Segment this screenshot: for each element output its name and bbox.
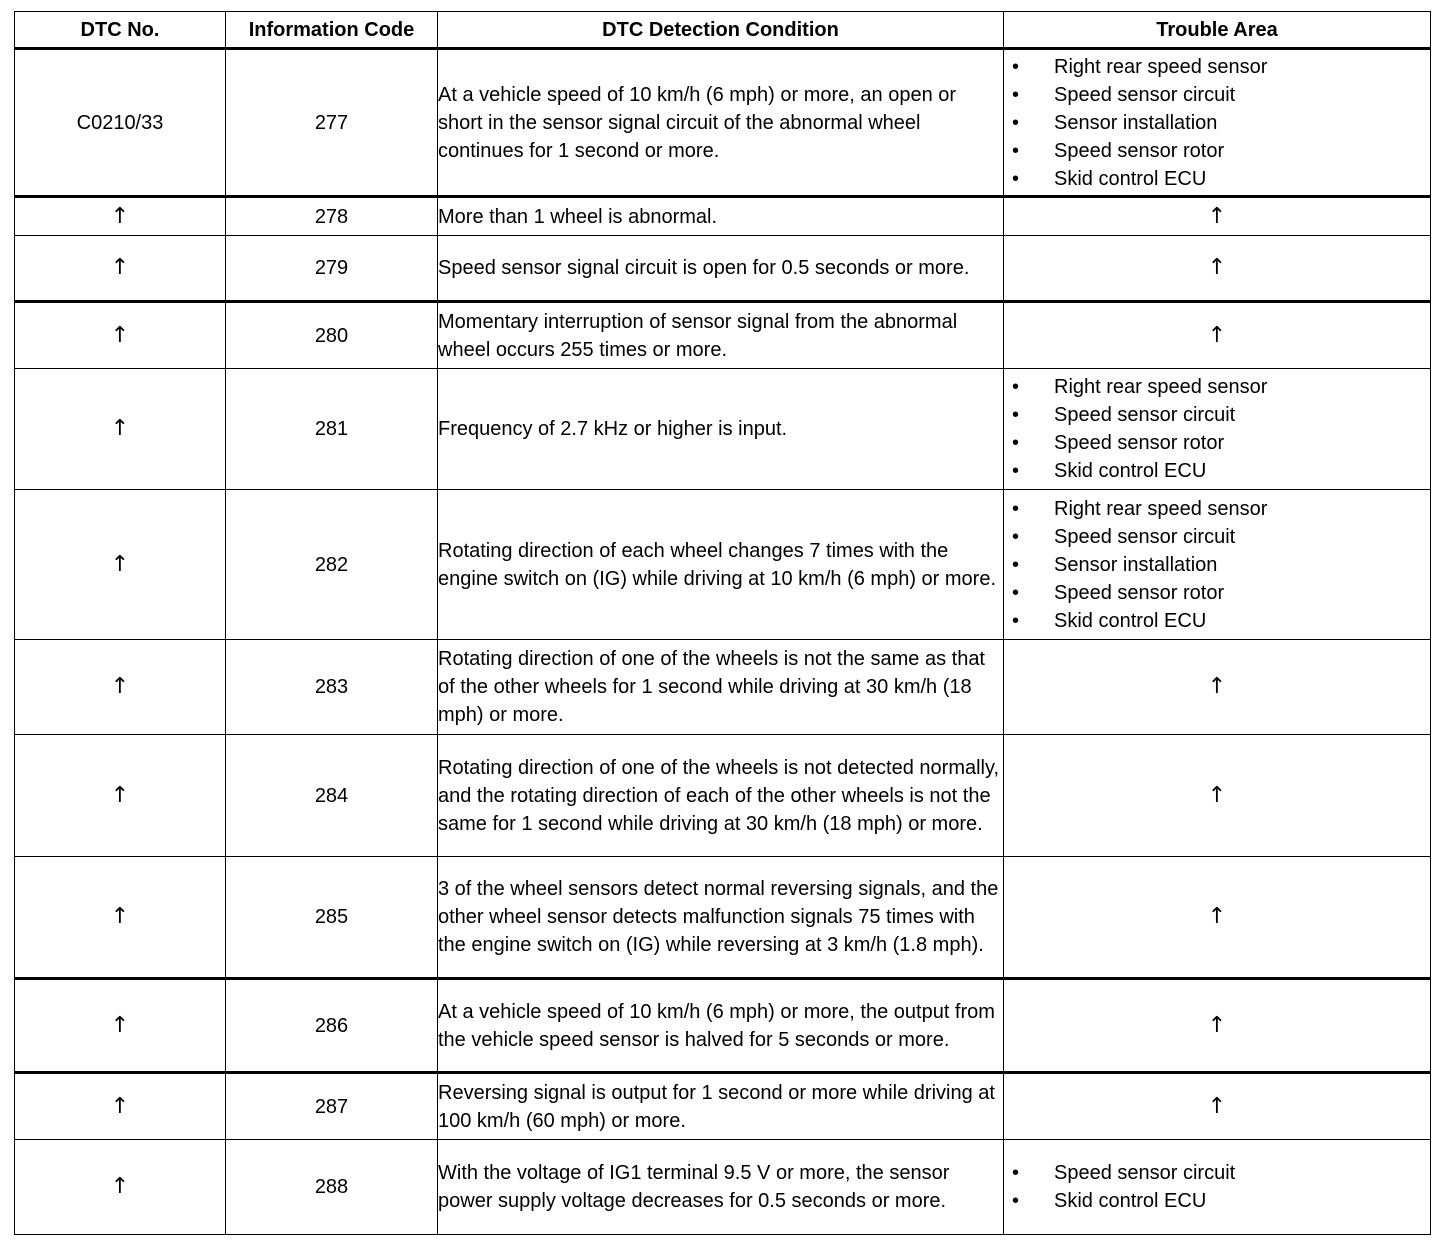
trouble-area-cell	[1004, 236, 1431, 302]
header-dtc-no: DTC No.	[15, 12, 226, 49]
information-code-cell: 284	[226, 735, 438, 857]
trouble-area-cell	[1004, 197, 1431, 236]
bullet-glyph: •	[1012, 581, 1020, 604]
trouble-area-item	[1012, 137, 1430, 165]
bullet-glyph: •	[1012, 1190, 1020, 1212]
trouble-area-text: Speed sensor circuit	[1054, 83, 1236, 106]
up-arrow-icon: ↑	[110, 782, 130, 808]
up-arrow-icon: ↑	[110, 416, 130, 441]
bullet-glyph: •	[1012, 553, 1020, 576]
trouble-area-cell	[1004, 49, 1431, 197]
table-row	[15, 369, 1431, 490]
header-detection-condition: DTC Detection Condition	[438, 12, 1004, 49]
trouble-area-item	[1012, 81, 1430, 109]
bullet-glyph: •	[1012, 83, 1020, 106]
header-trouble-area: Trouble Area	[1004, 12, 1431, 49]
table-row	[15, 302, 1431, 369]
information-code-cell: 277	[226, 49, 438, 197]
trouble-area-item	[1012, 373, 1430, 401]
trouble-area-list	[1004, 495, 1430, 635]
bullet-glyph: •	[1012, 1162, 1020, 1184]
trouble-area-item	[1012, 551, 1430, 579]
up-arrow-icon: ↑	[110, 1093, 130, 1119]
up-arrow-icon: ↑	[1207, 782, 1227, 808]
trouble-area-item	[1012, 607, 1430, 635]
trouble-area-text: Right rear speed sensor	[1054, 55, 1268, 78]
header-row	[15, 12, 1431, 49]
table-row	[15, 1140, 1431, 1235]
trouble-area-text: Sensor installation	[1054, 553, 1218, 576]
up-arrow-icon: ↑	[110, 674, 130, 699]
up-arrow-icon: ↑	[110, 551, 130, 577]
trouble-area-text: Right rear speed sensor	[1054, 376, 1268, 398]
information-code-cell: 280	[226, 302, 438, 369]
dtc-number-cell: C0210/33	[15, 49, 226, 197]
up-arrow-icon: ↑	[1207, 255, 1227, 280]
dtc-number-cell	[15, 1073, 226, 1140]
detection-condition-cell: Rotating direction of one of the wheels is not detected normally, and the rotating direction of each of the other wheels is not the same for 1 second while driving at 30 km/h (18 mph) or more.	[438, 735, 1004, 857]
bullet-glyph: •	[1012, 497, 1020, 520]
table-row	[15, 49, 1431, 197]
trouble-area-item	[1012, 1187, 1430, 1215]
bullet-glyph: •	[1012, 432, 1020, 454]
trouble-area-text: Speed sensor rotor	[1054, 581, 1225, 604]
trouble-area-text: Skid control ECU	[1054, 1190, 1207, 1212]
detection-condition-cell: At a vehicle speed of 10 km/h (6 mph) or more, an open or short in the sensor signal circuit of the abnormal wheel continues for 1 second or more.	[438, 49, 1004, 197]
detection-condition-cell: At a vehicle speed of 10 km/h (6 mph) or more, the output from the vehicle speed sensor is halved for 5 seconds or more.	[438, 979, 1004, 1073]
bullet-glyph: •	[1012, 139, 1020, 162]
detection-condition-cell: More than 1 wheel is abnormal.	[438, 197, 1004, 236]
trouble-area-item	[1012, 523, 1430, 551]
trouble-area-list	[1004, 373, 1430, 485]
up-arrow-icon: ↑	[1207, 322, 1227, 348]
detection-condition-cell: Momentary interruption of sensor signal from the abnormal wheel occurs 255 times or more.	[438, 302, 1004, 369]
trouble-area-text: Speed sensor rotor	[1054, 139, 1225, 162]
information-code-cell: 279	[226, 236, 438, 302]
bullet-glyph: •	[1012, 609, 1020, 632]
dtc-number-cell	[15, 640, 226, 735]
up-arrow-icon: ↑	[110, 1174, 130, 1199]
trouble-area-item	[1012, 429, 1430, 457]
detection-condition-cell: 3 of the wheel sensors detect normal reversing signals, and the other wheel sensor detects malfunction signals 75 times with the engine switch on (IG) while reversing at 3 km/h (1.8 mph).	[438, 857, 1004, 979]
trouble-area-list	[1004, 53, 1430, 193]
table-row	[15, 197, 1431, 236]
dtc-number-cell	[15, 490, 226, 640]
trouble-area-text: Sensor installation	[1054, 111, 1218, 134]
up-arrow-icon: ↑	[110, 255, 130, 280]
trouble-area-list	[1004, 1159, 1430, 1215]
dtc-number-cell	[15, 857, 226, 979]
trouble-area-item	[1012, 457, 1430, 485]
trouble-area-item	[1012, 109, 1430, 137]
trouble-area-text: Speed sensor circuit	[1054, 1162, 1236, 1184]
up-arrow-icon: ↑	[110, 1012, 130, 1038]
header-information-code: Information Code	[226, 12, 438, 49]
bullet-glyph: •	[1012, 167, 1020, 190]
up-arrow-icon: ↑	[1207, 203, 1227, 229]
information-code-cell: 278	[226, 197, 438, 236]
trouble-area-item	[1012, 165, 1430, 193]
table-row	[15, 857, 1431, 979]
trouble-area-cell	[1004, 369, 1431, 490]
up-arrow-icon: ↑	[1207, 1012, 1227, 1038]
trouble-area-text: Skid control ECU	[1054, 167, 1207, 190]
detection-condition-cell: Speed sensor signal circuit is open for 0.5 seconds or more.	[438, 236, 1004, 302]
information-code-cell: 281	[226, 369, 438, 490]
dtc-number-cell	[15, 735, 226, 857]
bullet-glyph: •	[1012, 111, 1020, 134]
bullet-glyph: •	[1012, 460, 1020, 482]
trouble-area-text: Right rear speed sensor	[1054, 497, 1268, 520]
detection-condition-cell: Reversing signal is output for 1 second or more while driving at 100 km/h (60 mph) or more.	[438, 1073, 1004, 1140]
table-row	[15, 236, 1431, 302]
trouble-area-text: Speed sensor circuit	[1054, 404, 1236, 426]
detection-condition-cell: Frequency of 2.7 kHz or higher is input.	[438, 369, 1004, 490]
bullet-glyph: •	[1012, 404, 1020, 426]
trouble-area-cell	[1004, 302, 1431, 369]
up-arrow-icon: ↑	[1207, 904, 1227, 929]
trouble-area-item	[1012, 53, 1430, 81]
bullet-glyph: •	[1012, 376, 1020, 398]
bullet-glyph: •	[1012, 525, 1020, 548]
trouble-area-cell	[1004, 1140, 1431, 1235]
information-code-cell: 283	[226, 640, 438, 735]
trouble-area-cell	[1004, 640, 1431, 735]
trouble-area-item	[1012, 495, 1430, 523]
detection-condition-cell: Rotating direction of each wheel changes 7 times with the engine switch on (IG) while driving at 10 km/h (6 mph) or more.	[438, 490, 1004, 640]
dtc-number-cell	[15, 979, 226, 1073]
up-arrow-icon: ↑	[110, 904, 130, 929]
up-arrow-icon: ↑	[110, 203, 130, 229]
trouble-area-cell	[1004, 490, 1431, 640]
trouble-area-text: Skid control ECU	[1054, 460, 1207, 482]
table-row	[15, 640, 1431, 735]
up-arrow-icon: ↑	[1207, 1093, 1227, 1119]
trouble-area-cell	[1004, 979, 1431, 1073]
dtc-number-cell	[15, 369, 226, 490]
bullet-glyph: •	[1012, 55, 1020, 78]
dtc-number-cell	[15, 302, 226, 369]
table-row	[15, 490, 1431, 640]
trouble-area-item	[1012, 1159, 1430, 1187]
trouble-area-cell	[1004, 735, 1431, 857]
information-code-cell: 287	[226, 1073, 438, 1140]
trouble-area-cell	[1004, 857, 1431, 979]
trouble-area-text: Speed sensor circuit	[1054, 525, 1236, 548]
up-arrow-icon: ↑	[1207, 674, 1227, 699]
trouble-area-text: Skid control ECU	[1054, 609, 1207, 632]
dtc-number-cell	[15, 1140, 226, 1235]
trouble-area-cell	[1004, 1073, 1431, 1140]
dtc-number-cell	[15, 236, 226, 302]
detection-condition-cell: With the voltage of IG1 terminal 9.5 V or more, the sensor power supply voltage decreases for 0.5 seconds or more.	[438, 1140, 1004, 1235]
trouble-area-item	[1012, 579, 1430, 607]
information-code-cell: 282	[226, 490, 438, 640]
up-arrow-icon: ↑	[110, 322, 130, 348]
information-code-cell: 286	[226, 979, 438, 1073]
dtc-table	[14, 11, 1431, 1235]
trouble-area-item	[1012, 401, 1430, 429]
information-code-cell: 288	[226, 1140, 438, 1235]
information-code-cell: 285	[226, 857, 438, 979]
table-row	[15, 979, 1431, 1073]
dtc-number-cell	[15, 197, 226, 236]
table-row	[15, 1073, 1431, 1140]
trouble-area-text: Speed sensor rotor	[1054, 432, 1225, 454]
detection-condition-cell: Rotating direction of one of the wheels is not the same as that of the other wheels for 1 second while driving at 30 km/h (18 mph) or more.	[438, 640, 1004, 735]
table-row	[15, 735, 1431, 857]
